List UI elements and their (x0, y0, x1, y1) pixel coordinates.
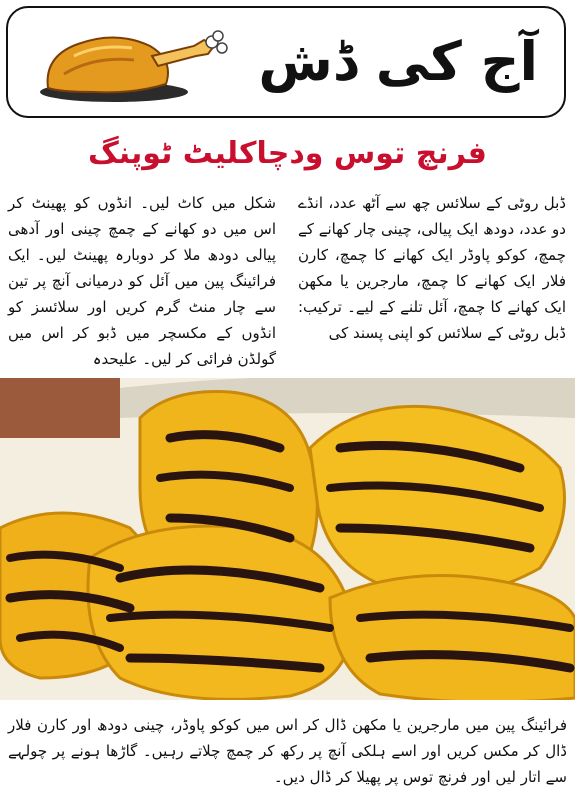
method-column: شکل میں کاٹ لیں۔ انڈوں کو پھینٹ کر اس میں دو کھانے کے چمچ چینی اور آدھی پیالی دودھ ملا کر دوبارہ پھینٹ لیں۔ ایک فرائینگ پین میں آئل کو درمیانی آنچ پر تین سے چار منٹ گرم کریں اور سلائسز کو انڈوں کے مکسچر میں ڈبو کر اس میں گولڈن فرائی کر لیں۔ علیحدہ (8, 194, 276, 368)
header-box (6, 6, 566, 118)
recipe-body (8, 190, 566, 374)
roast-chicken-icon (34, 26, 234, 108)
recipe-footer: فرائینگ پین میں مارجرین یا مکھن ڈال کر اس میں کوکو پاوڈر، چینی دودھ اور کارن فلار ڈال کر مکس کریں اور اسے ہلکی آنچ پر رکھ کر چمچ چلاتے رہیں۔ گاڑھا ہونے پر چولہے سے اتار لیں اور فرنچ توس پر پھیلا کر ڈال دیں۔ (8, 716, 567, 786)
page-title: آج کی ڈش (258, 30, 538, 93)
french-toast-photo (0, 378, 575, 700)
recipe-title: فرنچ توس ودچاکلیٹ ٹوپنگ (88, 136, 487, 171)
ingredients-column: ڈبل روٹی کے سلائس چھ سے آٹھ عدد، انڈے دو عدد، دودھ ایک پیالی، چینی چار کھانے کے چمچ، کوکو پاوڈر ایک کھانے کا چمچ، کارن فلار ایک کھانے کا چمچ، مارجرین یا مکھن ایک کھانے کا چمچ، آئل تلنے کے لیے۔ ترکیب: ڈبل روٹی کے سلائس کو اپنی پسند کی (298, 194, 566, 342)
